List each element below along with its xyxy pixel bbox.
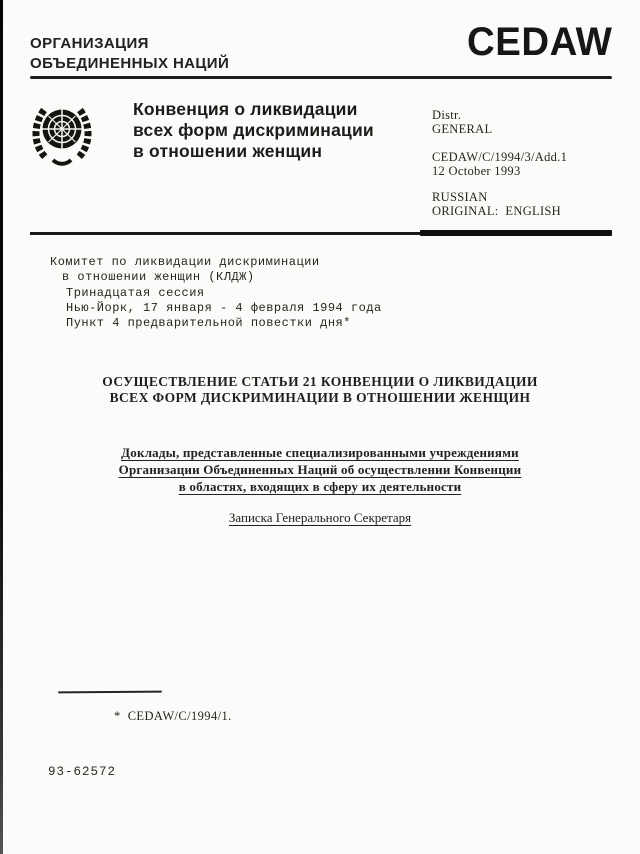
distr-label: Distr.: [432, 108, 462, 122]
note-title-text: Записка Генерального Секретаря: [228, 510, 412, 525]
distr-value: GENERAL: [432, 122, 493, 136]
document-language: RUSSIAN: [432, 190, 488, 204]
convention-title-line2: всех форм дискриминации: [133, 120, 374, 140]
session-place-dates: Нью-Йорк, 17 января - 4 февраля 1994 года: [66, 301, 382, 315]
convention-title: [133, 99, 374, 162]
main-heading-line1: ОСУЩЕСТВЛЕНИЕ СТАТЬИ 21 КОНВЕНЦИИ О ЛИКВИДАЦИИ: [102, 374, 538, 389]
subtitle-line3-text: в областях, входящих в сферу их деятельности: [178, 479, 462, 494]
un-org-name: [30, 34, 229, 74]
convention-title-line3: в отношении женщин: [133, 141, 323, 161]
convention-title-line1: Конвенция о ликвидации: [133, 99, 358, 119]
document-date: 12 October 1993: [432, 164, 521, 178]
footnote-text: * CEDAW/C/1994/1.: [114, 709, 232, 723]
masthead-divider: [30, 76, 612, 79]
footnote-separator-rule: [58, 691, 162, 694]
agenda-item: Пункт 4 предварительной повестки дня*: [66, 316, 351, 330]
org-name-line1: ОРГАНИЗАЦИЯ: [30, 35, 149, 52]
subtitle-line3: [0, 478, 640, 495]
main-heading-line2: ВСЕХ ФОРМ ДИСКРИМИНАЦИИ В ОТНОШЕНИИ ЖЕНЩИН: [109, 390, 531, 405]
header-bottom-rule-thick-segment: [420, 230, 612, 236]
scan-edge-artifact: [0, 0, 3, 854]
subtitle-line1: [0, 444, 640, 461]
committee-name-line1: Комитет по ликвидации дискриминации: [50, 255, 320, 269]
committee-name-line2: в отношении женщин (КЛДЖ): [62, 270, 255, 284]
subtitle-line1-text: Доклады, представленные специализированными учреждениями: [121, 445, 519, 460]
subtitle-line2: [0, 461, 640, 478]
un-emblem-icon: [31, 101, 93, 174]
document-symbol: CEDAW/C/1994/3/Add.1: [432, 150, 568, 164]
original-language: ORIGINAL: ENGLISH: [432, 204, 561, 218]
note-title: [0, 510, 640, 526]
job-number: 93-62572: [48, 765, 117, 779]
org-name-line2: ОБЪЕДИНЕННЫХ НАЦИЙ: [30, 55, 230, 72]
cedaw-acronym: CEDAW: [466, 20, 612, 64]
subtitle-line2-text: Организации Объединенных Наций об осуществлении Конвенции: [118, 462, 522, 477]
session-number: Тринадцатая сессия: [66, 286, 205, 300]
